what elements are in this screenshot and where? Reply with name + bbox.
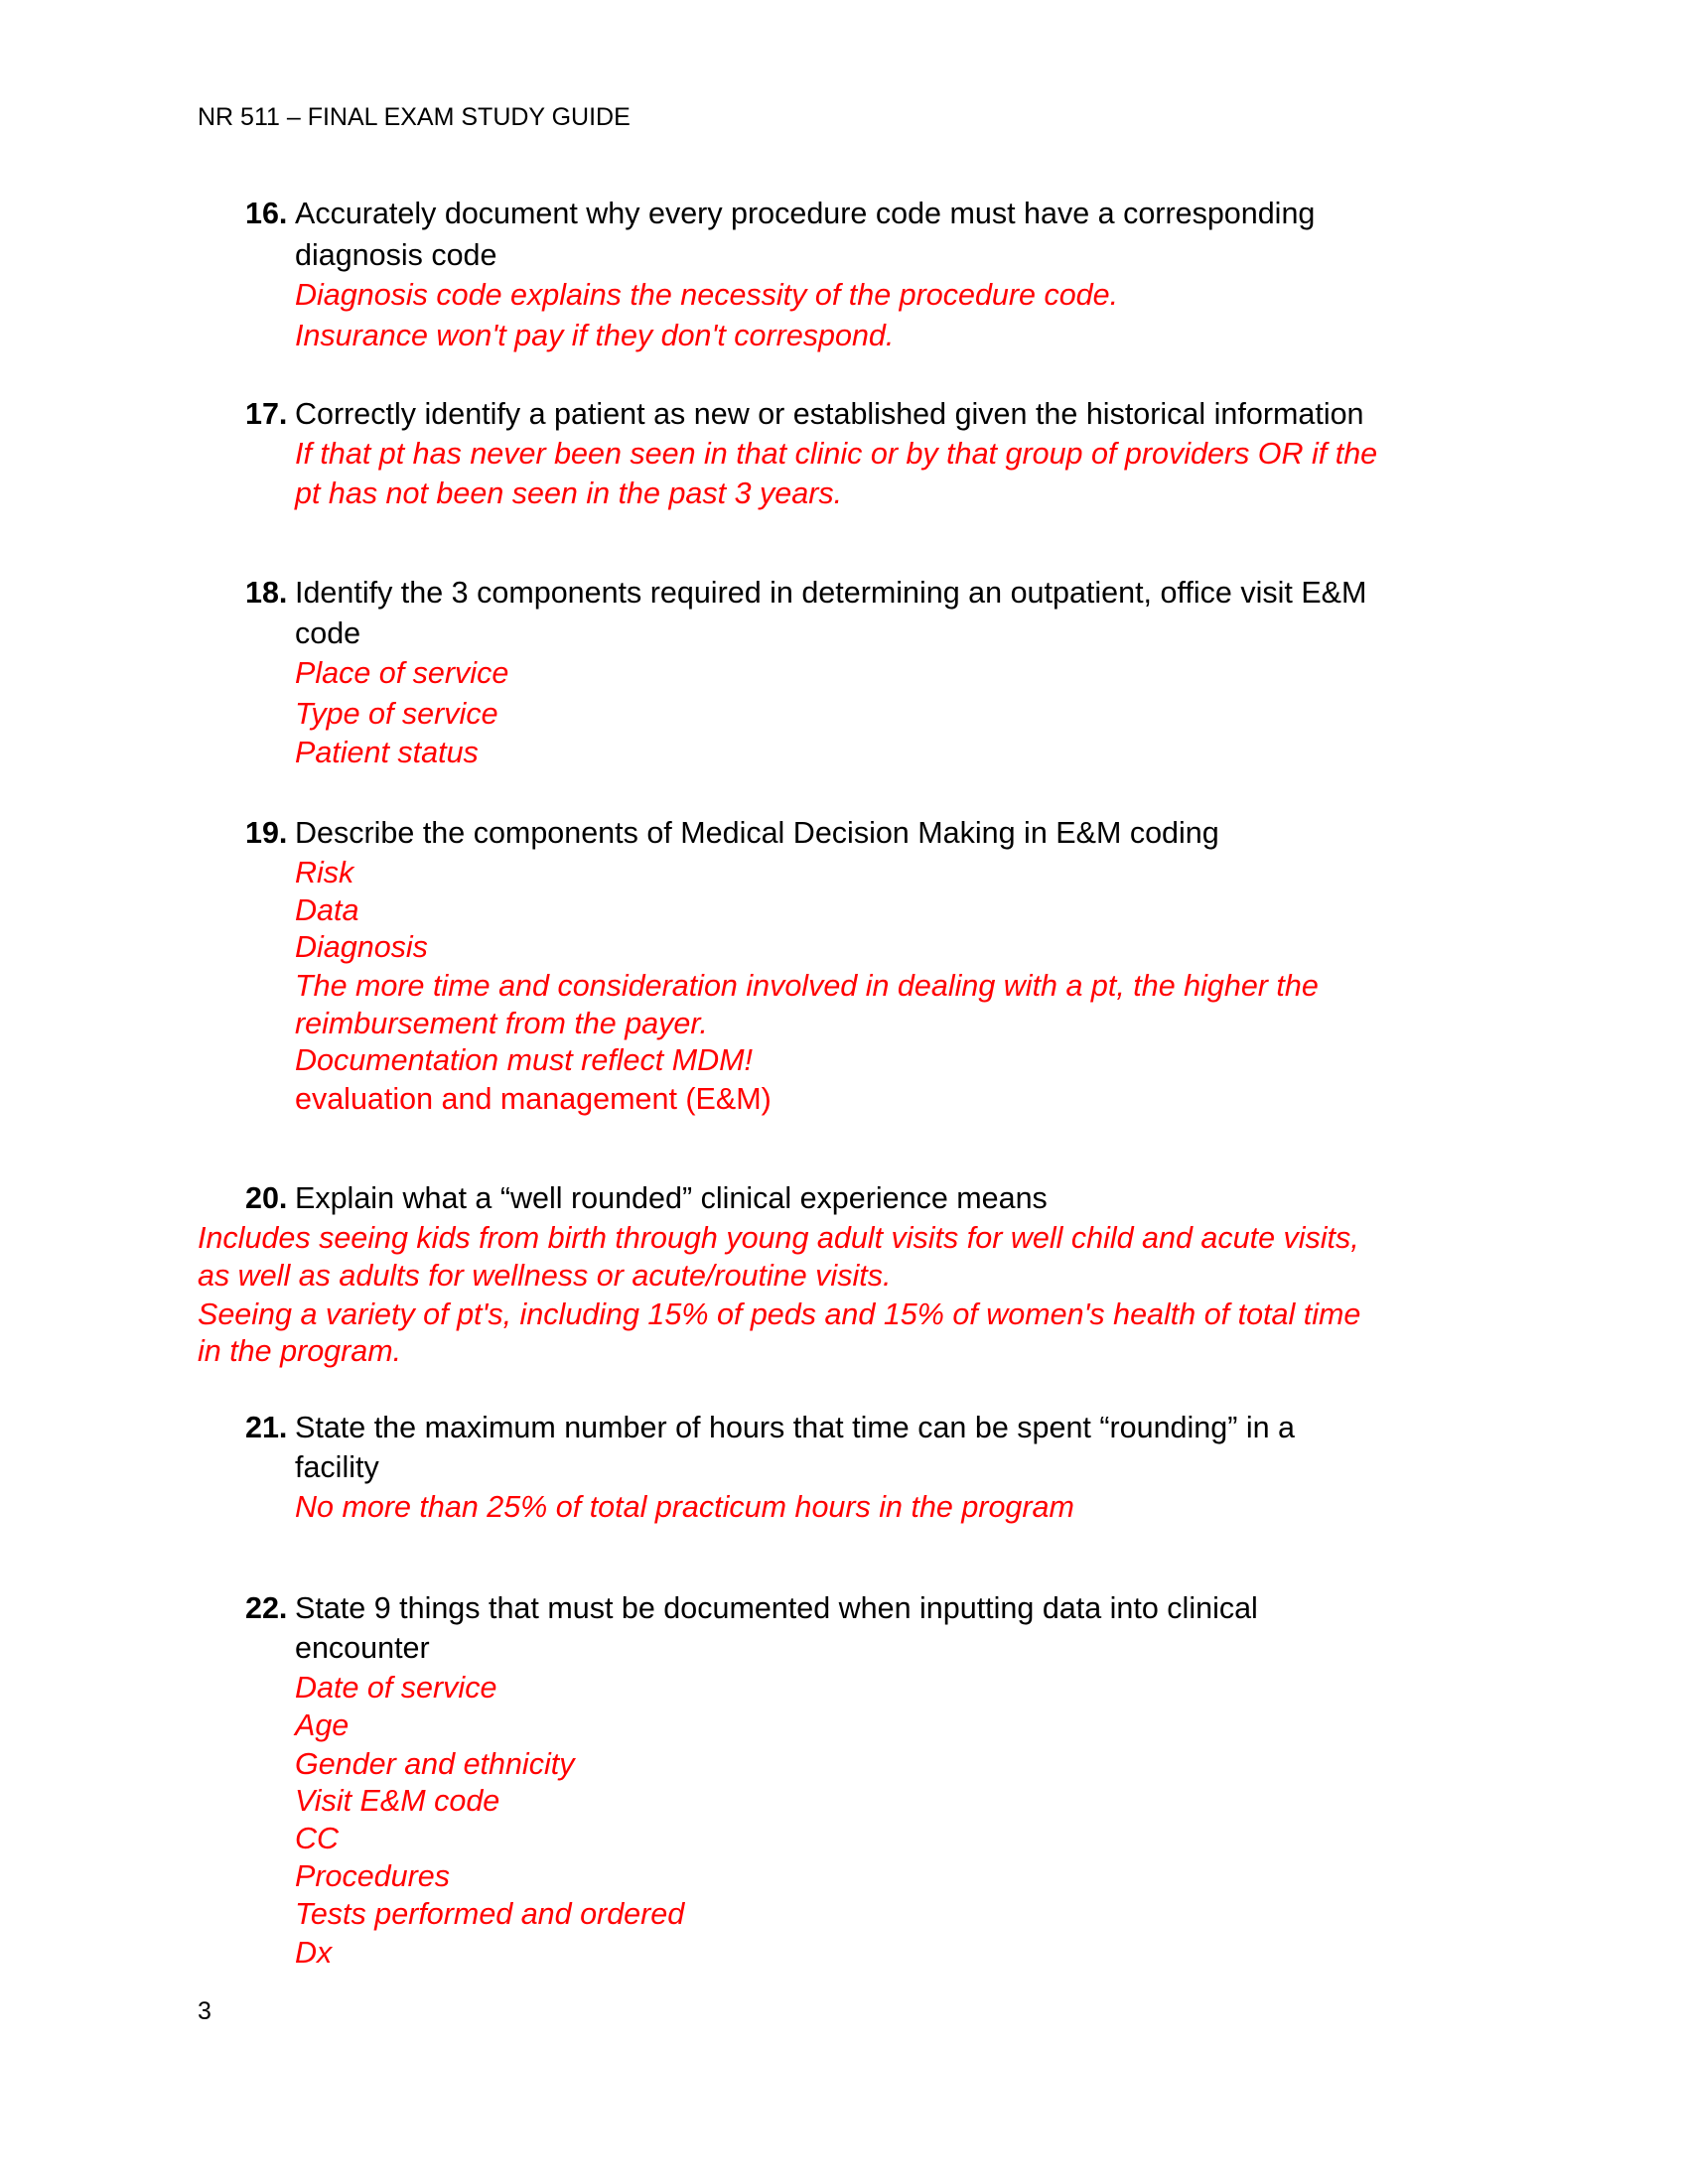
answer-text: in the program. [198, 1334, 402, 1368]
answer-text: pt has not been seen in the past 3 years. [295, 477, 843, 510]
answer-text: Age [295, 1708, 350, 1742]
answer-text: Visit E&M code [295, 1784, 500, 1818]
question-number: 18. [245, 576, 288, 610]
answer-text: as well as adults for wellness or acute/routine visits. [198, 1259, 892, 1293]
question-text: code [295, 616, 361, 650]
answer-text: Diagnosis code explains the necessity of the procedure code. [295, 278, 1119, 312]
question-number: 21. [245, 1411, 288, 1444]
question-text: Explain what a “well rounded” clinical experience means [295, 1181, 1048, 1215]
question-number: 17. [245, 397, 288, 431]
page-header: NR 511 – FINAL EXAM STUDY GUIDE [198, 103, 631, 131]
answer-text: Includes seeing kids from birth through young adult visits for well child and acute visits, [198, 1221, 1359, 1255]
answer-text: Type of service [295, 697, 498, 731]
answer-text: Dx [295, 1936, 333, 1970]
answer-text: Patient status [295, 736, 479, 769]
question-number: 20. [245, 1181, 288, 1215]
answer-text: Diagnosis [295, 930, 428, 964]
answer-text: CC [295, 1822, 340, 1855]
question-number: 16. [245, 197, 288, 230]
page-number: 3 [198, 1997, 211, 2025]
answer-text: Date of service [295, 1671, 497, 1705]
question-text: facility [295, 1450, 379, 1484]
answer-text: Documentation must reflect MDM! [295, 1043, 754, 1077]
answer-text: No more than 25% of total practicum hours in the program [295, 1490, 1074, 1524]
answer-text: Procedures [295, 1859, 450, 1893]
question-number: 22. [245, 1591, 288, 1625]
answer-text: reimbursement from the payer. [295, 1007, 708, 1040]
answer-text: Seeing a variety of pt's, including 15% of peds and 15% of women's health of total time [198, 1297, 1361, 1331]
answer-text: Data [295, 893, 359, 927]
answer-text: Risk [295, 856, 354, 889]
question-text: State 9 things that must be documented when inputting data into clinical [295, 1591, 1258, 1625]
question-text: encounter [295, 1631, 430, 1665]
answer-text: If that pt has never been seen in that clinic or by that group of providers OR if the [295, 437, 1378, 471]
answer-text: Place of service [295, 656, 509, 690]
answer-text: Insurance won't pay if they don't correspond. [295, 319, 895, 352]
answer-text: Gender and ethnicity [295, 1747, 575, 1781]
question-text: Accurately document why every procedure code must have a corresponding [295, 197, 1316, 230]
question-text: State the maximum number of hours that time can be spent “rounding” in a [295, 1411, 1296, 1444]
answer-text: The more time and consideration involved in dealing with a pt, the higher the [295, 969, 1319, 1003]
question-text: Describe the components of Medical Decision Making in E&M coding [295, 816, 1219, 850]
question-number: 19. [245, 816, 288, 850]
question-text: Correctly identify a patient as new or established given the historical information [295, 397, 1364, 431]
question-text: diagnosis code [295, 238, 497, 272]
answer-text: evaluation and management (E&M) [295, 1082, 772, 1116]
question-text: Identify the 3 components required in determining an outpatient, office visit E&M [295, 576, 1367, 610]
answer-text: Tests performed and ordered [295, 1897, 685, 1931]
